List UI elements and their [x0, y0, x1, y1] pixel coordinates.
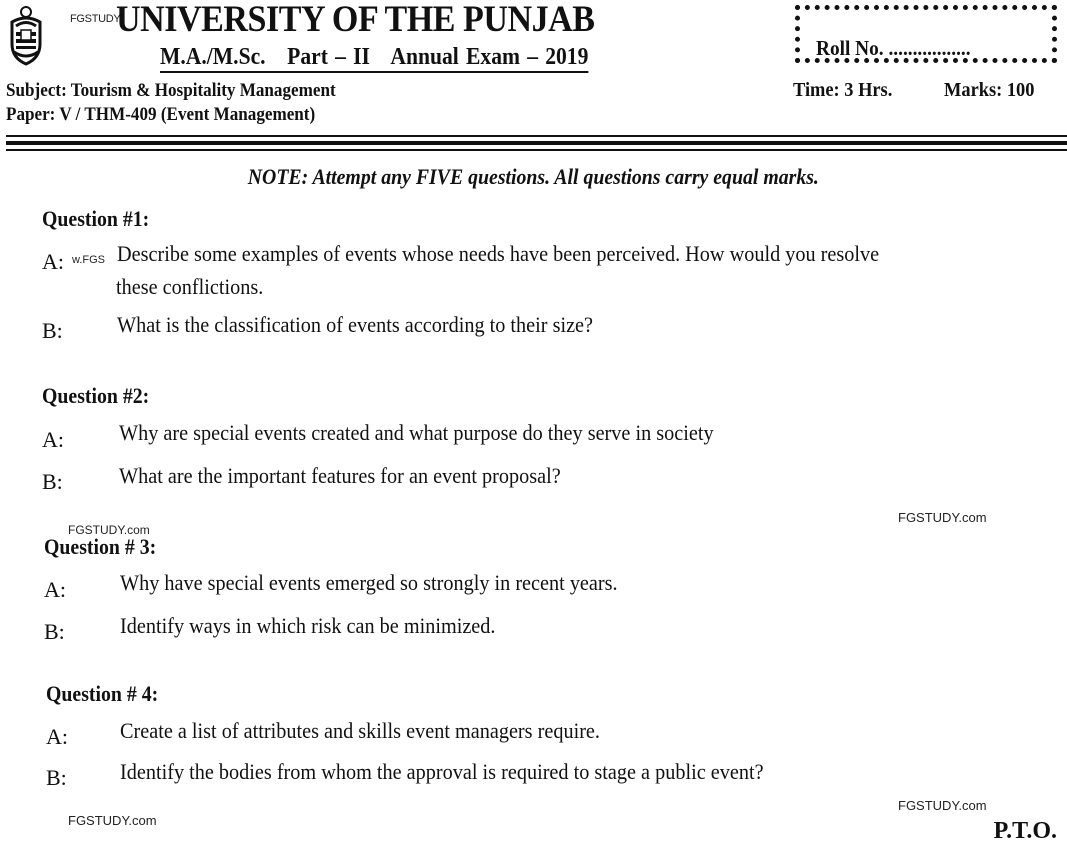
- question-1-part-a-text: Describe some examples of events whose needs have been perceived. How would you resolve: [117, 241, 880, 266]
- exam-marks: Marks: 100: [944, 79, 1035, 101]
- question-4-heading: Question # 4:: [46, 681, 159, 706]
- question-2-part-b-text: What are the important features for an event proposal?: [119, 463, 561, 488]
- header-divider-thick: [6, 141, 1067, 145]
- question-2-part-b-label: B:: [42, 469, 63, 494]
- question-2-part-a-label: A:: [42, 427, 64, 452]
- exam-note-text: NOTE: Attempt any FIVE questions. All questions carry equal marks.: [247, 164, 820, 189]
- watermark-right-bottom: FGSTUDY.com: [898, 798, 987, 813]
- university-title: UNIVERSITY OF THE PUNJAB: [116, 0, 595, 40]
- question-4-part-b-label: B:: [46, 765, 67, 790]
- watermark-q3: FGSTUDY.com: [68, 523, 150, 537]
- exam-title: M.A./M.Sc. Part – II Annual Exam – 2019: [160, 44, 588, 73]
- question-1-part-b-label: B:: [42, 318, 63, 343]
- roll-number-label: Roll No. .................: [816, 36, 971, 60]
- paper-line: Paper: V / THM-409 (Event Management): [6, 104, 316, 125]
- question-3-part-a-label: A:: [44, 577, 66, 602]
- question-2-part-a-text: Why are special events created and what purpose do they serve in society: [119, 420, 714, 445]
- university-crest-logo: [6, 4, 46, 66]
- question-1-part-a-label: A:: [42, 249, 64, 274]
- question-2-heading: Question #2:: [42, 383, 150, 408]
- question-3-part-b-label: B:: [44, 619, 65, 644]
- exam-time: Time: 3 Hrs.: [793, 79, 893, 101]
- header-divider-thin-bottom: [6, 149, 1067, 151]
- question-3-part-b-text: Identify ways in which risk can be minimized.: [120, 613, 496, 638]
- question-3-part-a-text: Why have special events emerged so strongly in recent years.: [120, 570, 618, 595]
- header-divider-thin-top: [6, 135, 1067, 137]
- please-turn-over: P.T.O.: [993, 818, 1057, 844]
- watermark-inline: w.FGS: [72, 254, 106, 266]
- question-1-part-a-text-cont: these conflictions.: [116, 274, 264, 299]
- question-1-heading: Question #1:: [42, 206, 150, 231]
- exam-note: [0, 164, 1067, 190]
- question-1-part-b-text: What is the classification of events according to their size?: [117, 312, 594, 337]
- subject-line: Subject: Tourism & Hospitality Management: [6, 80, 336, 101]
- watermark-left-bottom: FGSTUDY.com: [68, 813, 157, 828]
- watermark-right-mid: FGSTUDY.com: [898, 510, 987, 525]
- watermark-top: FGSTUDY: [70, 13, 121, 25]
- question-4-part-a-text: Create a list of attributes and skills event managers require.: [120, 718, 600, 743]
- question-4-part-b-text: Identify the bodies from whom the approval is required to stage a public event?: [120, 759, 764, 784]
- question-4-part-a-label: A:: [46, 724, 68, 749]
- question-3-heading: Question # 3:: [44, 534, 157, 559]
